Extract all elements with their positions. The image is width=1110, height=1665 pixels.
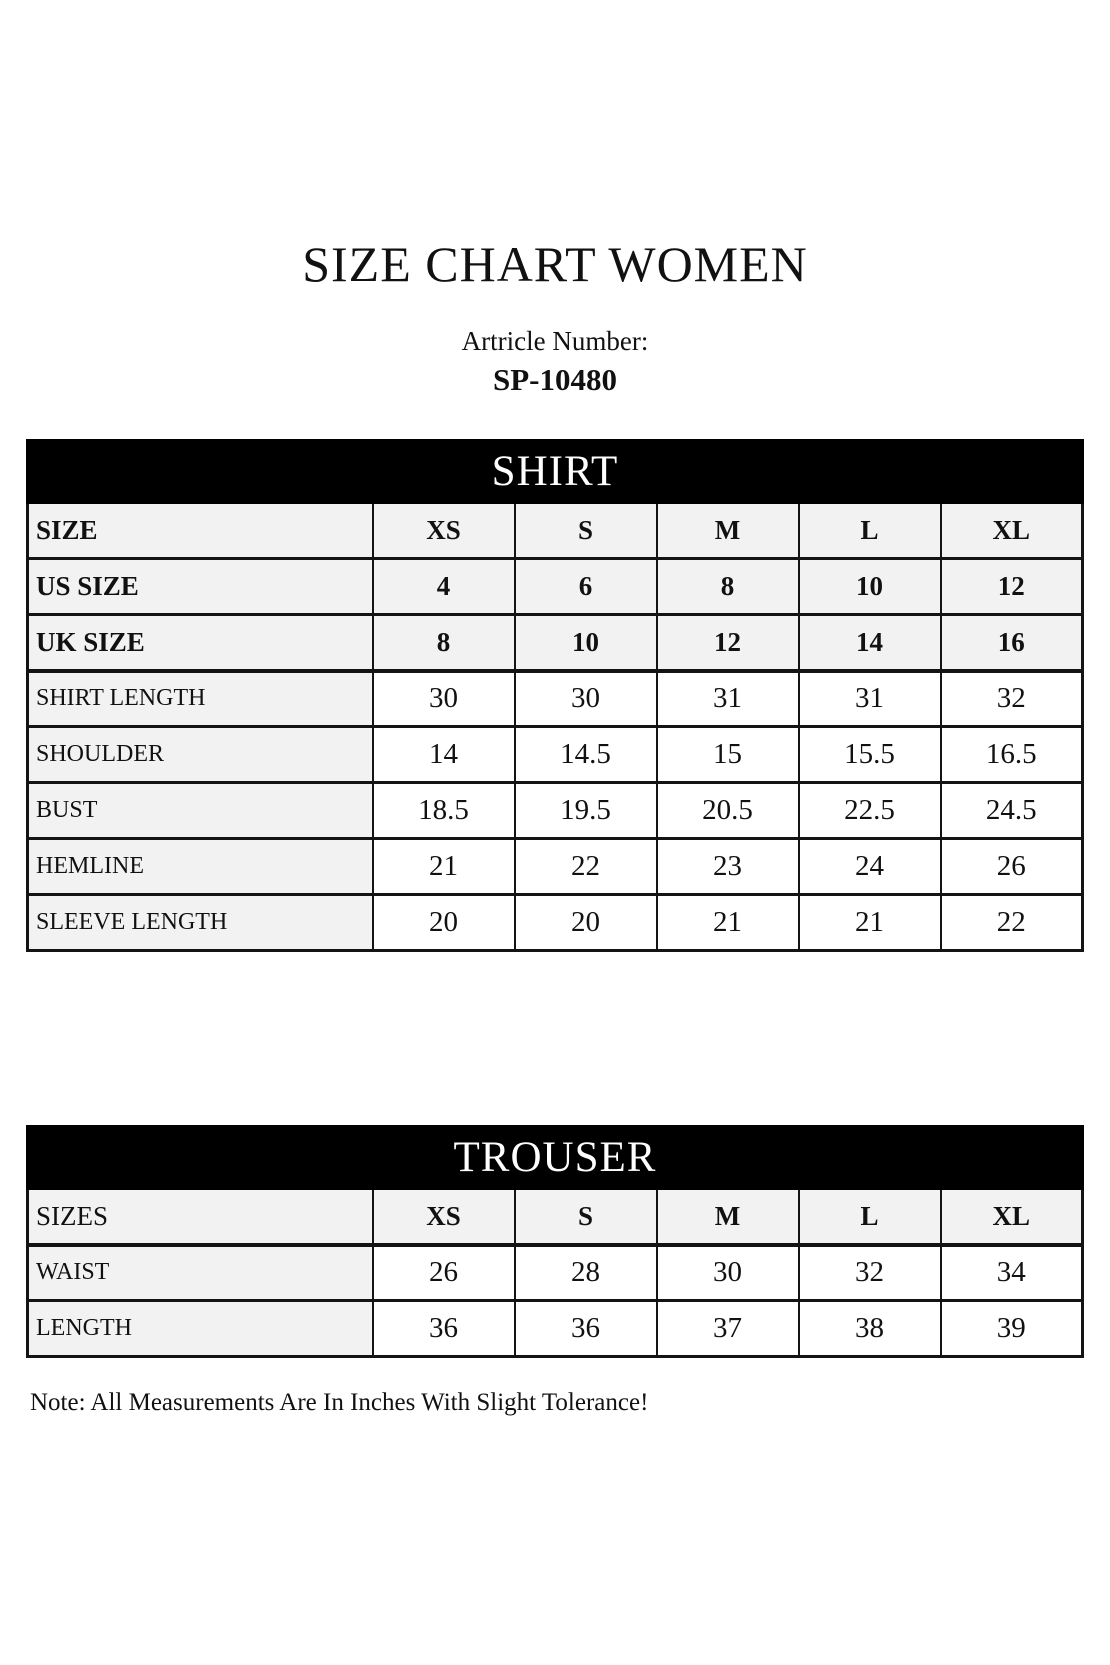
table-row <box>28 503 1083 559</box>
measurement-value-cell: 30 <box>657 1245 799 1301</box>
page-title: SIZE CHART WOMEN <box>302 236 808 292</box>
row-label: LENGTH <box>28 1301 373 1357</box>
size-value-cell: 8 <box>373 615 515 671</box>
measurement-value-cell: 30 <box>373 671 515 727</box>
measurement-value-cell: 20 <box>373 895 515 951</box>
measurement-value-cell: 16.5 <box>941 727 1083 783</box>
size-value-cell: M <box>657 1189 799 1245</box>
table-row <box>28 1245 1083 1301</box>
row-label: HEMLINE <box>28 839 373 895</box>
size-value-cell: 4 <box>373 559 515 615</box>
measurement-value-cell: 21 <box>657 895 799 951</box>
measurement-value-cell: 37 <box>657 1301 799 1357</box>
size-value-cell: S <box>515 503 657 559</box>
size-value-cell: 12 <box>941 559 1083 615</box>
article-number-label: Artricle Number: <box>461 326 649 356</box>
table-title-trouser: TROUSER <box>28 1127 1083 1189</box>
row-label: BUST <box>28 783 373 839</box>
measurement-value-cell: 31 <box>657 671 799 727</box>
measurement-value-cell: 19.5 <box>515 783 657 839</box>
measurement-value-cell: 26 <box>373 1245 515 1301</box>
size-value-cell: 10 <box>799 559 941 615</box>
measurement-value-cell: 32 <box>941 671 1083 727</box>
measurement-value-cell: 18.5 <box>373 783 515 839</box>
row-label: SHIRT LENGTH <box>28 671 373 727</box>
article-number-value: SP-10480 <box>493 362 617 397</box>
measurement-value-cell: 38 <box>799 1301 941 1357</box>
measurement-value-cell: 24 <box>799 839 941 895</box>
row-label: WAIST <box>28 1245 373 1301</box>
table-title-shirt: SHIRT <box>28 441 1083 503</box>
measurement-value-cell: 32 <box>799 1245 941 1301</box>
measurement-value-cell: 31 <box>799 671 941 727</box>
size-value-cell: 10 <box>515 615 657 671</box>
row-label: SIZE <box>28 503 373 559</box>
measurement-value-cell: 34 <box>941 1245 1083 1301</box>
table-row <box>28 895 1083 951</box>
size-value-cell: XL <box>941 1189 1083 1245</box>
row-label: SIZES <box>28 1189 373 1245</box>
size-value-cell: S <box>515 1189 657 1245</box>
measurement-value-cell: 15 <box>657 727 799 783</box>
measurement-value-cell: 14.5 <box>515 727 657 783</box>
row-label: SHOULDER <box>28 727 373 783</box>
size-value-cell: 12 <box>657 615 799 671</box>
size-table-shirt <box>26 439 1084 952</box>
size-value-cell: XL <box>941 503 1083 559</box>
size-value-cell: 16 <box>941 615 1083 671</box>
table-row <box>28 1189 1083 1245</box>
row-label: UK SIZE <box>28 615 373 671</box>
size-value-cell: L <box>799 1189 941 1245</box>
table-row <box>28 615 1083 671</box>
measurement-value-cell: 15.5 <box>799 727 941 783</box>
measurement-value-cell: 14 <box>373 727 515 783</box>
measurement-value-cell: 22.5 <box>799 783 941 839</box>
measurement-value-cell: 28 <box>515 1245 657 1301</box>
size-value-cell: M <box>657 503 799 559</box>
measurement-value-cell: 30 <box>515 671 657 727</box>
table-row <box>28 559 1083 615</box>
measurement-value-cell: 24.5 <box>941 783 1083 839</box>
measurement-value-cell: 23 <box>657 839 799 895</box>
table-row <box>28 1301 1083 1357</box>
table-row <box>28 783 1083 839</box>
size-value-cell: XS <box>373 1189 515 1245</box>
size-value-cell: L <box>799 503 941 559</box>
measurement-value-cell: 20.5 <box>657 783 799 839</box>
measurement-value-cell: 36 <box>373 1301 515 1357</box>
table-row <box>28 671 1083 727</box>
measurement-value-cell: 26 <box>941 839 1083 895</box>
tables-container <box>0 439 1110 1358</box>
size-value-cell: XS <box>373 503 515 559</box>
measurement-value-cell: 20 <box>515 895 657 951</box>
measurement-value-cell: 21 <box>373 839 515 895</box>
size-table-trouser <box>26 1125 1084 1358</box>
measurement-value-cell: 22 <box>515 839 657 895</box>
measurement-value-cell: 39 <box>941 1301 1083 1357</box>
size-value-cell: 6 <box>515 559 657 615</box>
size-value-cell: 14 <box>799 615 941 671</box>
measurement-value-cell: 22 <box>941 895 1083 951</box>
table-row <box>28 839 1083 895</box>
measurement-value-cell: 36 <box>515 1301 657 1357</box>
size-value-cell: 8 <box>657 559 799 615</box>
row-label: SLEEVE LENGTH <box>28 895 373 951</box>
measurement-note: Note: All Measurements Are In Inches With Slight Tolerance! <box>30 1389 649 1416</box>
measurement-value-cell: 21 <box>799 895 941 951</box>
table-row <box>28 727 1083 783</box>
row-label: US SIZE <box>28 559 373 615</box>
